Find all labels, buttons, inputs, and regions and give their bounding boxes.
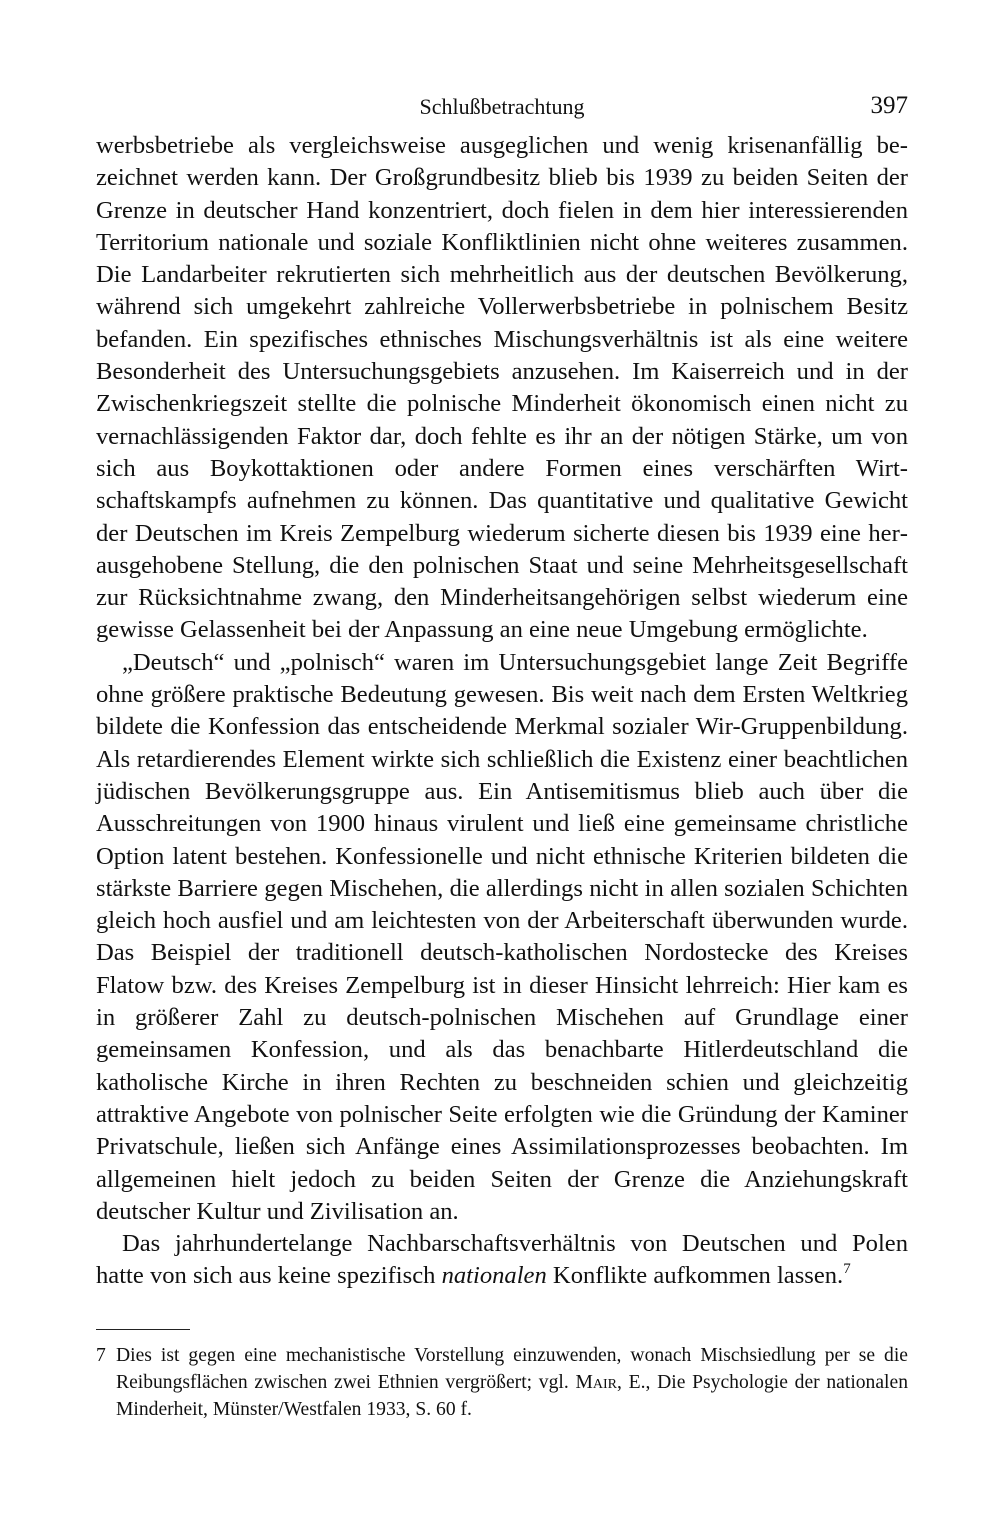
emphasis-nationalen: nationalen [441,1262,547,1290]
footnote-text-after: , E., Die Psychologie der nationalen Minderheit, Münster/Westfalen 1933, S. 60 f. [116,1371,908,1420]
running-head [96,88,908,128]
paragraph-3-text-before: Das jahrhundertelange Nachbarschaftsverhältnis von Deutschen und Polen hatte von sich aus keine spezifisch [96,1230,908,1290]
footnote-author: Mair [575,1371,618,1393]
footnote-divider [96,1329,190,1330]
footnote-text-before: Dies ist gegen eine mechanistische Vorstellung einzuwenden, wonach Mischsiedlung per se die Reibungsflächen zwischen zwei Ethnien vergrößert; vgl. [116,1344,908,1393]
footnote-7 [96,1342,908,1423]
paragraph-2: „Deutsch“ und „polnisch“ waren im Untersuchungsgebiet lange Zeit Begriffe ohne größere praktische Bedeutung gewesen. Bis weit nach dem Ersten Weltkrieg bildete die Konfession das entscheidende Merkmal sozialer Wir-Gruppenbildung. Als retardierendes Element wirkte sich schließlich die Existenz einer beachtlichen jüdischen Bevölkerungsgruppe aus. Ein Antisemitismus blieb auch über die Ausschreitungen von 1900 hinaus virulent und ließ eine gemeinsame christliche Option latent bestehen. Konfessionelle und nicht ethnische Kriterien bildeten die stärkste Barriere gegen Mischehen, die allerdings nicht in allen sozialen Schichten gleich hoch ausfiel und am leichtesten von der Arbeiterschaft überwunden wurde. Das Beispiel der traditionell deutsch-katholischen Nordostecke des Kreises Flatow bzw. des Kreises Zempelburg ist in dieser Hinsicht lehrreich: Hier kam es in größerer Zahl zu deutsch-polnischen Mischehen auf Grundlage einer gemeinsamen Konfession, und als das benachbarte Hitlerdeutschland die katholische Kirche in ihren Rechten zu beschneiden schien und gleichzeitig attraktive Angebote von polnischer Seite erfolgten wie die Gründung der Kaminer Privatschule, ließen sich Anfänge eines Assimilationsprozesses beobachten. Im allgemeinen hielt jedoch zu beiden Seiten der Grenze die Anziehungskraft deutscher Kultur und Zivilisation an. [96,648,908,1225]
paragraph-3 [96,1228,908,1293]
paragraph-1: werbsbetriebe als vergleichsweise ausgeglichen und wenig krisenanfällig bezeichnet werden kann. Der Großgrundbesitz blieb bis 1939 zu beiden Seiten der Grenze in deutscher Hand konzentriert, doch fielen in dem hier interessierenden Territorium nationale und soziale Konfliktlinien nicht ohne weiteres zusammen. Die Landarbeiter rekrutierten sich mehrheitlich aus der deutschen Bevölkerung, während sich umgekehrt zahlreiche Vollerwerbsbetriebe in polnischem Besitz befanden. Ein spezifisches ethnisches Mischungsverhältnis ist als eine weitere Besonderheit des Untersuchungsgebiets anzusehen. Im Kaiserreich und in der Zwischenkriegszeit stellte die polnische Minderheit ökonomisch einen nicht zu vernachlässigenden Faktor dar, doch fehlte es ihr an der nötigen Stärke, um von sich aus Boykottaktionen oder andere Formen eines verschärften Wirtschaftskampfs aufnehmen zu können. Das quantitative und qualitative Gewicht der Deutschen im Kreis Zempelburg wiederum sicherte diesen bis 1939 eine herausgehobene Stellung, die den polnischen Staat und seine Mehrheitsgesellschaft zur Rücksichtnahme zwang, den Minderheitsangehörigen selbst wiederum eine gewisse Gelassenheit bei der Anpassung an eine neue Umgebung ermöglichte. [96,132,908,644]
paragraph-3-text-after: Konflikte aufkommen lassen. [546,1262,844,1290]
page-number: 397 [870,92,908,119]
body-text [96,130,908,1293]
footnote-number: 7 [96,1344,106,1366]
running-title: Schlußbetrachtung [419,94,585,119]
book-page [96,88,908,1423]
footnote-reference[interactable]: 7 [843,1261,851,1278]
